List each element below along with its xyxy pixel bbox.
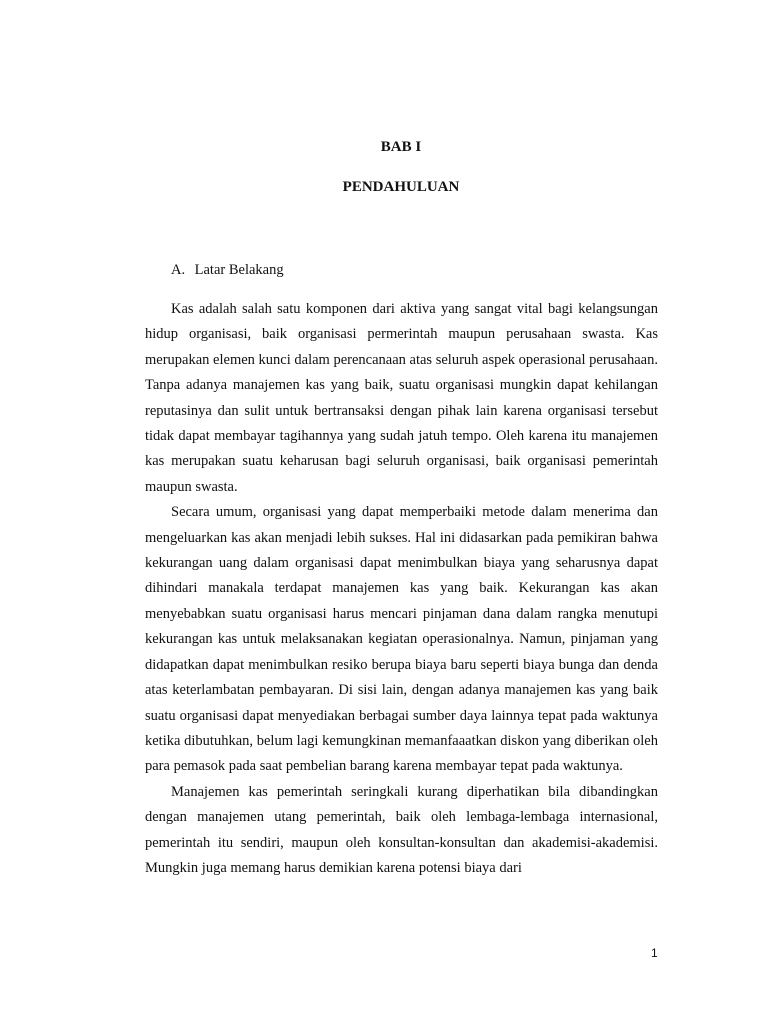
section-label: A. — [171, 262, 186, 278]
body-text — [145, 297, 658, 881]
paragraph-1: Kas adalah salah satu komponen dari aktiva yang sangat vital bagi kelangsungan hidup organisasi, baik organisasi permerintah maupun perusahaan swasta. Kas merupakan elemen kunci dalam perencanaan atas seluruh aspek operasional perusahaan. Tanpa adanya manajemen kas yang baik, suatu organisasi mungkin dapat kehilangan reputasinya dan sulit untuk bertransaksi dengan pihak lain karena organisasi tersebut tidak dapat membayar tagihannya yang sudah jatuh tempo. Oleh karena itu manajemen kas merupakan suatu keharusan bagi seluruh organisasi, baik organisasi pemerintah maupun swasta. — [145, 301, 658, 495]
chapter-number: BAB I — [380, 139, 422, 155]
paragraph-3: Manajemen kas pemerintah seringkali kurang diperhatikan bila dibandingkan dengan manajemen utang pemerintah, baik oleh lembaga-lembaga internasional, pemerintah itu sendiri, maupun oleh konsultan-konsultan dan akademisi-akademisi. Mungkin juga memang harus demikian karena potensi biaya dari — [145, 783, 658, 876]
paragraph-2: Secara umum, organisasi yang dapat memperbaiki metode dalam menerima dan mengeluarkan kas akan menjadi lebih sukses. Hal ini didasarkan pada pemikiran bahwa kekurangan uang dalam organisasi dapat menimbulkan biaya yang seharusnya dapat dihindari manakala terdapat manajemen kas yang baik. Kekurangan kas akan menyebabkan suatu organisasi harus mencari pinjaman dana dalam rangka menutupi kekurangan kas untuk melaksanakan kegiatan operasionalnya. Namun, pinjaman yang didapatkan dapat menimbulkan resiko berupa biaya baru seperti biaya bunga dan denda atas keterlambatan pembayaran. Di sisi lain, dengan adanya manajemen kas yang baik suatu organisasi dapat menyediakan berbagai sumber daya lainnya tepat pada waktunya ketika dibutuhkan, belum lagi kemungkinan memanfaaatkan diskon yang diberikan oleh para pemasok pada saat pembelian barang karena membayar tepat pada waktunya. — [145, 504, 658, 775]
chapter-title: PENDAHULUAN — [342, 179, 460, 195]
section-heading — [171, 262, 284, 279]
page-number: 1 — [651, 946, 658, 960]
section-title: Latar Belakang — [194, 262, 284, 278]
